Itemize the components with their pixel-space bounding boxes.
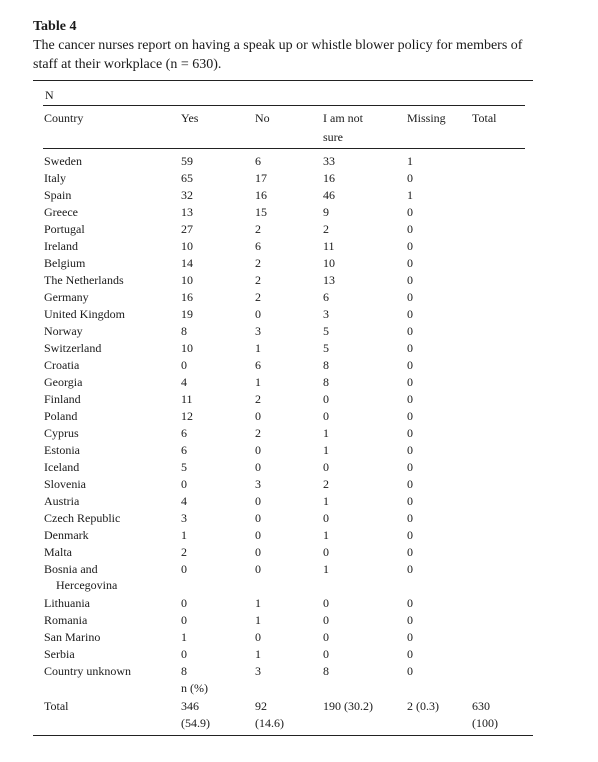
missing-cell: 0: [407, 528, 413, 542]
missing-cell: 0: [407, 494, 413, 508]
country-cell: [44, 170, 169, 186]
yes-cell: 65: [181, 171, 193, 185]
not-sure-cell: 5: [323, 341, 329, 355]
table-row: [33, 561, 533, 595]
country-cell: [44, 204, 169, 220]
country-name: The Netherlands: [44, 273, 124, 287]
total-yes: [181, 698, 210, 732]
no-cell: 1: [255, 341, 261, 355]
yes-cell: 1: [181, 630, 187, 644]
not-sure-cell: 0: [323, 409, 329, 423]
no-cell: 1: [255, 375, 261, 389]
not-sure-cell: 8: [323, 358, 329, 372]
no-cell: 0: [255, 460, 261, 474]
table-row: [33, 238, 533, 255]
missing-cell: 0: [407, 171, 413, 185]
total-total-percent: (100): [472, 716, 498, 730]
yes-cell: 4: [181, 494, 187, 508]
yes-cell: 4: [181, 375, 187, 389]
missing-cell: 0: [407, 290, 413, 304]
no-cell: 3: [255, 477, 261, 491]
table-row: [33, 442, 533, 459]
not-sure-cell: 13: [323, 273, 335, 287]
yes-cell: 27: [181, 222, 193, 236]
table-row: [33, 221, 533, 238]
table-row: [33, 374, 533, 391]
yes-cell: 0: [181, 358, 187, 372]
country-name: Portugal: [44, 222, 85, 236]
not-sure-cell: 0: [323, 545, 329, 559]
country-cell: [44, 663, 169, 679]
no-cell: 0: [255, 545, 261, 559]
total-total-count: 630: [472, 699, 490, 713]
column-header-not-sure-line1: I am not: [323, 111, 363, 125]
country-cell: [44, 357, 169, 373]
country-name: Ireland: [44, 239, 78, 253]
country-cell: [44, 459, 169, 475]
not-sure-cell: 1: [323, 426, 329, 440]
total-not-sure: 190 (30.2): [323, 699, 373, 713]
no-cell: 0: [255, 494, 261, 508]
missing-cell: 0: [407, 256, 413, 270]
country-cell: [44, 544, 169, 560]
yes-cell: 6: [181, 426, 187, 440]
not-sure-cell: 8: [323, 664, 329, 678]
table-row: [33, 544, 533, 561]
not-sure-cell: 2: [323, 222, 329, 236]
yes-cell: 59: [181, 154, 193, 168]
country-cell: [44, 153, 169, 169]
table-row: [33, 408, 533, 425]
country-name: Slovenia: [44, 477, 86, 491]
no-cell: 2: [255, 426, 261, 440]
country-name: Sweden: [44, 154, 82, 168]
yes-cell: 0: [181, 596, 187, 610]
total-no-count: 92: [255, 699, 267, 713]
no-cell: 1: [255, 647, 261, 661]
total-no-percent: (14.6): [255, 716, 284, 730]
table-row: [33, 289, 533, 306]
country-cell: [44, 272, 169, 288]
country-cell: [44, 238, 169, 254]
country-name: San Marino: [44, 630, 101, 644]
country-name: Italy: [44, 171, 66, 185]
country-cell: [44, 493, 169, 509]
table-row: [33, 187, 533, 204]
yes-cell: 10: [181, 273, 193, 287]
no-cell: 6: [255, 154, 261, 168]
yes-cell: 32: [181, 188, 193, 202]
country-name: Norway: [44, 324, 83, 338]
country-cell: [44, 476, 169, 492]
table-row: [33, 493, 533, 510]
not-sure-cell: 33: [323, 154, 335, 168]
not-sure-cell: 8: [323, 375, 329, 389]
table-row: [33, 459, 533, 476]
yes-cell: 3: [181, 511, 187, 525]
table-figure: [33, 18, 533, 730]
yes-cell: 13: [181, 205, 193, 219]
country-name: Cyprus: [44, 426, 79, 440]
yes-cell: 0: [181, 613, 187, 627]
no-cell: 6: [255, 239, 261, 253]
country-cell: [44, 425, 169, 441]
missing-cell: 0: [407, 647, 413, 661]
table-row: [33, 527, 533, 544]
n-percent-label: n (%): [181, 681, 208, 695]
country-name: Iceland: [44, 460, 80, 474]
yes-cell: 0: [181, 477, 187, 491]
no-cell: 2: [255, 290, 261, 304]
bottom-rule: [33, 735, 533, 736]
missing-cell: 0: [407, 477, 413, 491]
not-sure-cell: 11: [323, 239, 335, 253]
country-cell: [44, 323, 169, 339]
column-header-yes: Yes: [181, 111, 199, 125]
missing-cell: 0: [407, 375, 413, 389]
not-sure-cell: 1: [323, 528, 329, 542]
table-row: [33, 357, 533, 374]
missing-cell: 0: [407, 205, 413, 219]
no-cell: 2: [255, 222, 261, 236]
not-sure-cell: 0: [323, 460, 329, 474]
header-rule: [43, 148, 525, 149]
total-yes-percent: (54.9): [181, 716, 210, 730]
column-header-no: No: [255, 111, 270, 125]
country-name: Estonia: [44, 443, 80, 457]
yes-cell: 19: [181, 307, 193, 321]
no-cell: 6: [255, 358, 261, 372]
not-sure-cell: 0: [323, 596, 329, 610]
missing-cell: 0: [407, 460, 413, 474]
yes-cell: 8: [181, 664, 187, 678]
no-cell: 16: [255, 188, 267, 202]
total-total: [472, 698, 498, 732]
missing-cell: 0: [407, 409, 413, 423]
not-sure-cell: 6: [323, 290, 329, 304]
country-name: Malta: [44, 545, 72, 559]
country-name: Lithuania: [44, 596, 90, 610]
no-cell: 15: [255, 205, 267, 219]
missing-cell: 0: [407, 307, 413, 321]
yes-cell: 0: [181, 647, 187, 661]
country-name: Finland: [44, 392, 81, 406]
country-name: Czech Republic: [44, 511, 121, 525]
table-row: [33, 646, 533, 663]
yes-cell: 10: [181, 239, 193, 253]
country-name: Spain: [44, 188, 72, 202]
yes-cell: 5: [181, 460, 187, 474]
not-sure-cell: 46: [323, 188, 335, 202]
country-name: Greece: [44, 205, 78, 219]
not-sure-cell: 1: [323, 562, 329, 576]
missing-cell: 0: [407, 613, 413, 627]
no-cell: 3: [255, 664, 261, 678]
yes-cell: 2: [181, 545, 187, 559]
table-row: [33, 391, 533, 408]
not-sure-cell: 0: [323, 630, 329, 644]
country-cell: [44, 374, 169, 390]
not-sure-cell: 10: [323, 256, 335, 270]
top-rule: [33, 80, 533, 81]
country-name: Romania: [44, 613, 88, 627]
group-header: N: [45, 88, 54, 102]
no-cell: 0: [255, 562, 261, 576]
country-cell: [44, 255, 169, 271]
country-name: Serbia: [44, 647, 75, 661]
no-cell: 1: [255, 596, 261, 610]
not-sure-cell: 9: [323, 205, 329, 219]
country-cell: [44, 340, 169, 356]
table-row: [33, 340, 533, 357]
table-row: [33, 425, 533, 442]
not-sure-cell: 3: [323, 307, 329, 321]
not-sure-cell: 5: [323, 324, 329, 338]
country-name: Poland: [44, 409, 78, 423]
table-row: [33, 323, 533, 340]
total-missing: 2 (0.3): [407, 699, 439, 713]
country-cell: [44, 408, 169, 424]
table-row: [33, 663, 533, 680]
country-name: Denmark: [44, 528, 89, 542]
country-cell: [44, 306, 169, 322]
no-cell: 0: [255, 511, 261, 525]
missing-cell: 0: [407, 511, 413, 525]
missing-cell: 1: [407, 154, 413, 168]
table-row: [33, 595, 533, 612]
missing-cell: 0: [407, 596, 413, 610]
not-sure-cell: 1: [323, 494, 329, 508]
country-name: Belgium: [44, 256, 86, 270]
yes-cell: 1: [181, 528, 187, 542]
table-label: Table 4: [33, 19, 77, 34]
country-cell: [44, 595, 169, 611]
yes-cell: 6: [181, 443, 187, 457]
missing-cell: 0: [407, 222, 413, 236]
yes-cell: 0: [181, 562, 187, 576]
missing-cell: 0: [407, 392, 413, 406]
missing-cell: 0: [407, 341, 413, 355]
yes-cell: 16: [181, 290, 193, 304]
no-cell: 2: [255, 256, 261, 270]
missing-cell: 0: [407, 664, 413, 678]
country-cell: [44, 612, 169, 628]
yes-cell: 14: [181, 256, 193, 270]
table-row: [33, 629, 533, 646]
no-cell: 3: [255, 324, 261, 338]
no-cell: 0: [255, 443, 261, 457]
missing-cell: 0: [407, 358, 413, 372]
column-header-total: Total: [472, 111, 497, 125]
no-cell: 0: [255, 528, 261, 542]
table-row: [33, 204, 533, 221]
country-cell: [44, 289, 169, 305]
column-header-not-sure: [323, 110, 363, 145]
yes-cell: 11: [181, 392, 193, 406]
no-cell: 1: [255, 613, 261, 627]
table-row: [33, 153, 533, 170]
country-cell: [44, 510, 169, 526]
missing-cell: 1: [407, 188, 413, 202]
table-row: [33, 170, 533, 187]
table-row: [33, 612, 533, 629]
country-name: Austria: [44, 494, 80, 508]
column-header-not-sure-line2: sure: [323, 130, 343, 144]
missing-cell: 0: [407, 545, 413, 559]
table-body: [33, 153, 533, 680]
country-cell: [44, 391, 169, 407]
country-name: Croatia: [44, 358, 80, 372]
not-sure-cell: 0: [323, 647, 329, 661]
country-name: United Kingdom: [44, 307, 125, 321]
not-sure-cell: 2: [323, 477, 329, 491]
table-row: [33, 510, 533, 527]
table-caption: The cancer nurses report on having a speak up or whistle blower policy for members of staff at their workplace (n = 630).: [33, 38, 523, 72]
missing-cell: 0: [407, 443, 413, 457]
not-sure-cell: 0: [323, 392, 329, 406]
missing-cell: 0: [407, 630, 413, 644]
country-cell: [44, 561, 169, 593]
country-cell: [44, 442, 169, 458]
table-row: [33, 306, 533, 323]
country-name: Switzerland: [44, 341, 102, 355]
country-name-continued: Hercegovina: [56, 578, 118, 592]
yes-cell: 8: [181, 324, 187, 338]
not-sure-cell: 16: [323, 171, 335, 185]
not-sure-cell: 1: [323, 443, 329, 457]
missing-cell: 0: [407, 562, 413, 576]
table-row: [33, 476, 533, 493]
country-cell: [44, 629, 169, 645]
yes-cell: 12: [181, 409, 193, 423]
not-sure-cell: 0: [323, 511, 329, 525]
group-rule: [43, 105, 525, 106]
column-header-missing: Missing: [407, 111, 446, 125]
country-name: Georgia: [44, 375, 83, 389]
missing-cell: 0: [407, 426, 413, 440]
country-cell: [44, 187, 169, 203]
table-row: [33, 255, 533, 272]
country-cell: [44, 646, 169, 662]
country-name: Bosnia and: [44, 562, 98, 576]
total-label: Total: [44, 699, 69, 713]
no-cell: 0: [255, 409, 261, 423]
missing-cell: 0: [407, 273, 413, 287]
table-row: [33, 272, 533, 289]
column-header-country: Country: [44, 111, 84, 125]
country-name: Country unknown: [44, 664, 131, 678]
no-cell: 2: [255, 392, 261, 406]
country-cell: [44, 527, 169, 543]
no-cell: 2: [255, 273, 261, 287]
missing-cell: 0: [407, 239, 413, 253]
not-sure-cell: 0: [323, 613, 329, 627]
country-cell: [44, 221, 169, 237]
yes-cell: 10: [181, 341, 193, 355]
missing-cell: 0: [407, 324, 413, 338]
no-cell: 0: [255, 630, 261, 644]
no-cell: 0: [255, 307, 261, 321]
total-yes-count: 346: [181, 699, 199, 713]
no-cell: 17: [255, 171, 267, 185]
total-no: [255, 698, 284, 732]
country-name: Germany: [44, 290, 89, 304]
